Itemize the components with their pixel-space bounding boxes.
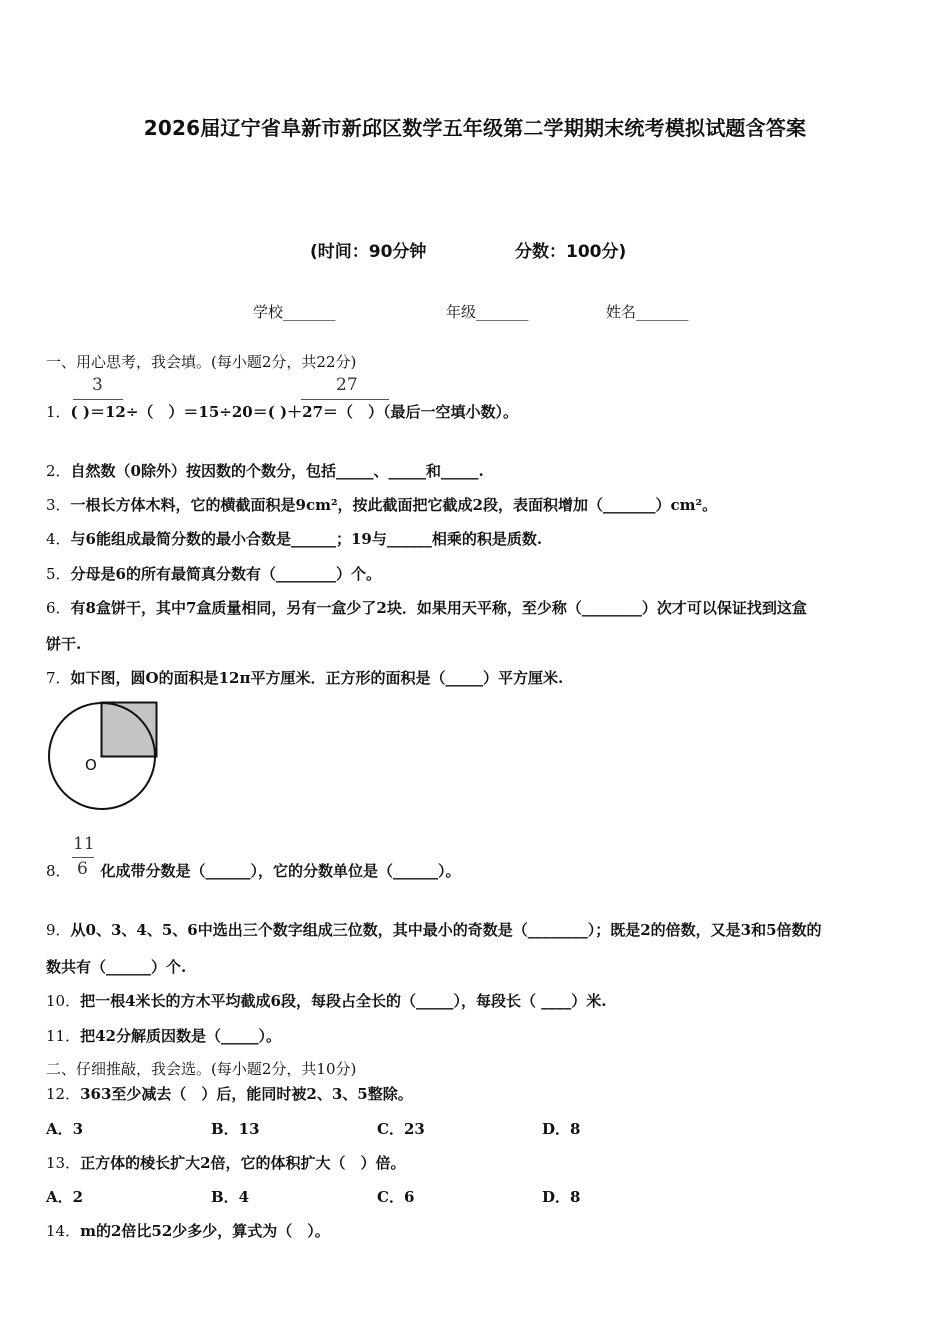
q12-option-b[interactable]: B．13	[211, 1120, 260, 1138]
q9-line2: 数共有（______）个.	[46, 958, 187, 976]
q1-fraction2-denominator: ( )＋27	[267, 403, 324, 421]
q1-middle: ＝12÷（ ）＝15÷20＝	[89, 403, 268, 421]
question-5	[46, 563, 381, 584]
grade-field: 年级_______	[446, 303, 529, 321]
question-9	[46, 919, 822, 940]
q1-fraction1-bar	[73, 399, 123, 400]
q11-number: 11．	[46, 1027, 81, 1045]
section-1-heading: 一、用心思考，我会填。(每小题2分，共22分)	[46, 353, 357, 371]
q1-fraction2-bar	[301, 399, 389, 400]
q8-number: 8．	[46, 862, 71, 880]
q4-text: 与6能组成最简分数的最小合数是______；19与______相乘的积是质数.	[70, 530, 543, 548]
question-6	[46, 597, 807, 618]
q7-text: 如下图，圆O的面积是12π平方厘米．正方形的面积是（_____）平方厘米.	[70, 669, 564, 687]
q12-option-a[interactable]: A．3	[46, 1120, 84, 1138]
q8-fraction-denominator: 6	[77, 859, 88, 879]
question-11	[46, 1025, 281, 1046]
q13-option-b[interactable]: B．4	[211, 1188, 250, 1206]
q8-fraction-bar	[72, 857, 94, 858]
q1-tail: ＝（ ）（最后一空填小数）。	[323, 403, 519, 421]
q9-number: 9．	[46, 921, 71, 939]
q13-option-d[interactable]: D．8	[542, 1188, 581, 1206]
question-13	[46, 1152, 406, 1173]
q13-text: 正方体的棱长扩大2倍，它的体积扩大（ ）倍。	[80, 1154, 406, 1172]
q10-text: 把一根4米长的方木平均截成6段，每段占全长的（_____），每段长（ ____）米.	[80, 992, 607, 1010]
question-10	[46, 990, 606, 1011]
question-7	[46, 667, 563, 688]
q5-text: 分母是6的所有最简真分数有（________）个。	[70, 565, 381, 583]
question-2	[46, 460, 484, 481]
q14-number: 14．	[46, 1222, 81, 1240]
q13-option-c[interactable]: C．6	[377, 1188, 415, 1206]
circle-center-label: O	[85, 756, 97, 774]
q12-option-d[interactable]: D．8	[542, 1120, 581, 1138]
q7-number: 7．	[46, 669, 71, 687]
q3-text: 一根长方体木料，它的横截面积是9cm²，按此截面把它截成2段，表面积增加（_______）cm²。	[70, 496, 718, 514]
exam-score: 分数：100分)	[515, 242, 627, 262]
q12-number: 12．	[46, 1085, 81, 1103]
q13-option-a[interactable]: A．2	[46, 1188, 84, 1206]
q11-text: 把42分解质因数是（_____）。	[80, 1027, 281, 1045]
q8-text: 化成带分数是（______），它的分数单位是（______）。	[100, 862, 461, 880]
q13-number: 13．	[46, 1154, 81, 1172]
q2-text: 自然数（0除外）按因数的个数分，包括_____、_____和_____.	[70, 462, 484, 480]
q1-fraction1-numerator: 3	[92, 375, 103, 395]
q2-number: 2．	[46, 462, 71, 480]
q6-number: 6．	[46, 599, 71, 617]
q1-number: 1．	[46, 403, 71, 421]
section-2-heading: 二、仔细推敲，我会选。(每小题2分，共10分)	[46, 1060, 357, 1078]
page-title: 2026届辽宁省阜新市新邱区数学五年级第二学期期末统考模拟试题含答案	[143, 116, 807, 140]
q5-number: 5．	[46, 565, 71, 583]
circle-square-figure	[44, 697, 164, 815]
q1-fraction1-denominator: ( )	[70, 403, 90, 421]
q3-number: 3．	[46, 496, 71, 514]
q6-line2: 饼干.	[46, 635, 82, 653]
school-field: 学校_______	[253, 303, 336, 321]
question-12	[46, 1083, 413, 1104]
question-14	[46, 1220, 330, 1241]
question-4	[46, 528, 542, 549]
q12-text: 363至少减去（ ）后，能同时被2、3、5整除。	[80, 1085, 413, 1103]
name-field: 姓名_______	[606, 303, 689, 321]
q12-option-c[interactable]: C．23	[377, 1120, 425, 1138]
q14-text: m的2倍比52少多少，算式为（ ）。	[80, 1222, 330, 1240]
question-3	[46, 494, 717, 515]
q4-number: 4．	[46, 530, 71, 548]
exam-time: (时间：90分钟	[310, 242, 427, 262]
q6-line1: 有8盒饼干，其中7盒质量相同，另有一盒少了2块．如果用天平称，至少称（________）次才可以保证找到这盒	[70, 599, 807, 617]
q10-number: 10．	[46, 992, 81, 1010]
q1-fraction2-numerator: 27	[336, 375, 358, 395]
q8-fraction-numerator: 11	[73, 834, 95, 854]
q9-line1: 从0、3、4、5、6中选出三个数字组成三位数，其中最小的奇数是（________）；既是2的倍数，又是3和5倍数的	[70, 921, 822, 939]
